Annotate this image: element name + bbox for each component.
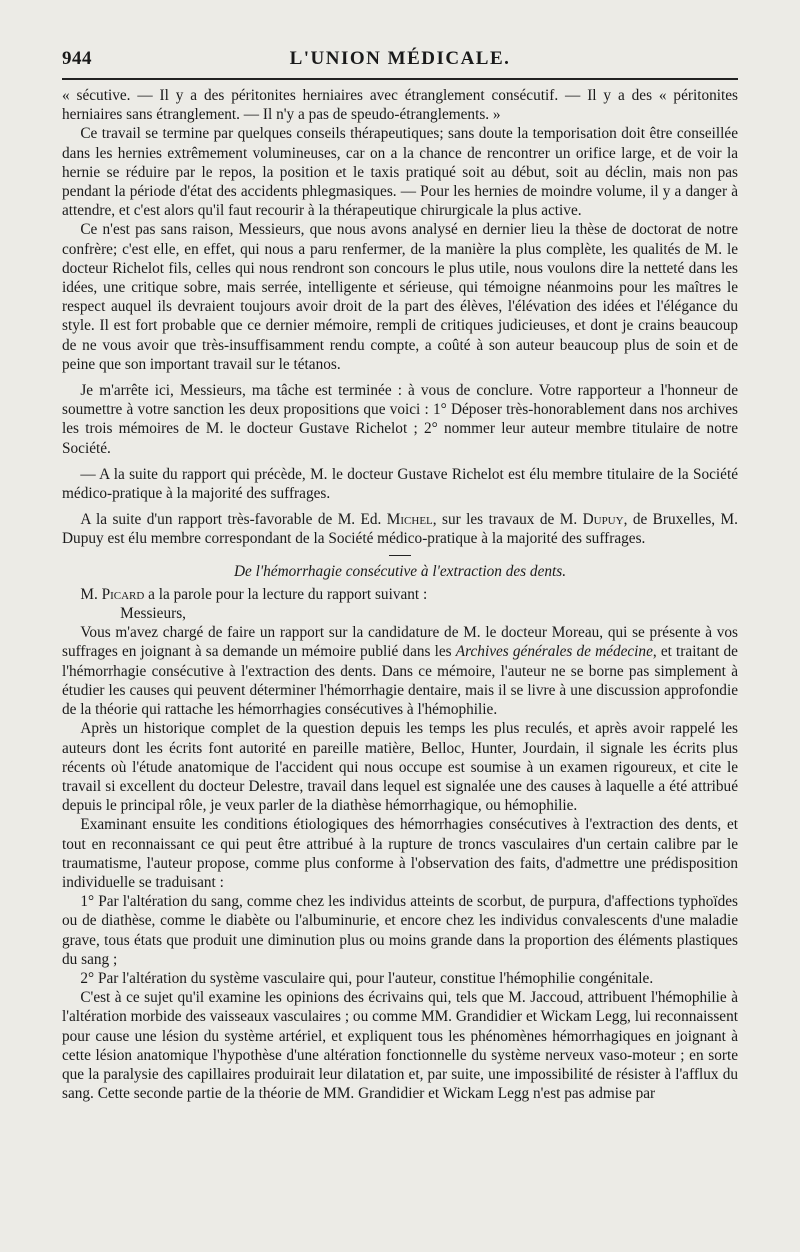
paragraph-cause-vascular: 2° Par l'altération du système vasculaire qui, pour l'auteur, constitue l'hémophilie congénitale. [80,969,654,987]
journal-title: Archives générales de médecine [455,643,653,661]
paragraph-opinions: C'est à ce sujet qu'il examine les opinions des écrivains qui, tels que M. Jaccoud, attribuent l'hémophilie à l'altération morbide des vaisseaux vasculaires ; ou comme MM. Grandidier et Wickam Legg, lui reconnaissent pour cause une lésion du système artériel, et expliquent tous les phénomènes hémorrhagiques en joignant à cette lésion anatomique l'hypothèse d'une altération fonctionnelle du système nerveux vaso-moteur ; en sorte que la paralysie des capillaires produirait leur dilatation et, par suite, une impossibilité de résister à l'afflux du sang. Cette seconde partie de la théorie de MM. Grandidier et Wickam Legg n'est pas admise par [62,989,738,1103]
paragraph-conclusion: Je m'arrête ici, Messieurs, ma tâche est terminée : à vous de conclure. Votre rapporteur a l'honneur de soumettre à votre sanction les deux propositions que voici : 1° Déposer très-honorablement dans nos archives les trois mémoires de M. le docteur Gustave Richelot ; 2° nommer leur auteur membre titulaire de notre Société. [62,382,738,457]
paragraph-thesis: Ce n'est pas sans raison, Messieurs, que nous avons analysé en dernier lieu la thèse de doctorat de notre confrère; c'est elle, en effet, qui nous a paru renfermer, de la manière la plus complète, les qualités de M. le docteur Richelot fils, celles qui nous rendront son concours le plus utile, nous voulons dire la netteté dans les idées, une critique sobre, mais serrée, intelligente et sérieuse, qui témoigne néanmoins pour les maîtres le respect auquel ils devraient toujours avoir droit de la part des élèves, l'élévation des idées et l'élégance du style. Il est fort probable que ce dernier mémoire, rempli de critiques judicieuses, et dont je crains beaucoup de ne vous avoir que très-insuffisamment rendu compte, a coûté à son auteur beaucoup plus de soin et de peine que son important travail sur le tétanos. [62,221,738,373]
paragraph-quote-end: « sécutive. — Il y a des péritonites herniaires avec étranglement consécutif. — Il y a des « péritonites herniaires sans étranglement. — Il n'y a pas de speudo-étranglements. » [62,87,738,124]
article-body [62,86,738,1103]
section-divider [389,555,411,556]
text: , et traitant de l'hémorrhagie consécutive à l'extraction des dents. Dans ce mémoire, l'auteur ne se borne pas simplement à étudier les causes qui peuvent déterminer l'hémorrhagie dentaire, mais il se livre à une discussion approfondie de la théorie qui rattache les hémorrhagies consécutives à l'hémophilie. [62,643,738,719]
page-number: 944 [62,48,92,69]
section-title: De l'hémorrhagie consécutive à l'extraction des dents. [233,562,567,580]
header-rule [62,78,738,80]
salutation: Messieurs, [120,605,186,623]
text: A la suite d'un rapport très-favorable de M. Ed. [80,511,387,529]
text: , de Bruxelles, M. Dupuy est élu membre correspondant de la Société médico-pratique à la majorité des suffrages. [62,511,738,548]
paragraph-election-dupuy [62,510,738,548]
page-header [62,40,738,76]
paragraph-cause-blood: 1° Par l'altération du sang, comme chez les individus atteints de scorbut, de purpura, d'affections typhoïdes ou de diathèse, comme le diabète ou l'albuminurie, et encore chez les individus convalescents d'une maladie grave, tous états que produit une diminution plus ou moins grande dans la proportion des éléments plastiques du sang ; [62,893,738,968]
text: M. [80,585,102,603]
paragraph-etiology: Examinant ensuite les conditions étiologiques des hémorrhagies consécutives à l'extraction des dents, et tout en reconnaissant ce qui peut être attribué à la rupture de troncs vasculaires d'un certain calibre par le traumatisme, l'auteur propose, comme plus conforme à l'observation des faits, d'admettre une prédisposition individuelle se traduisant : [62,816,738,891]
paragraph-history: Après un historique complet de la question depuis les temps les plus reculés, et après avoir rappelé les auteurs dont les écrits font autorité en pareille matière, Belloc, Hunter, Jourdain, il signale les écrits plus récents où l'étude anatomique de l'accident qui nous occupe est soumise à un examen rigoureux, et cite le travail si excellent du docteur Delestre, travail dans lequel est signalée une des causes à laquelle a été attribué depuis le principal rôle, je veux parler de la diathèse hémorrhagique, ou hémophilie. [62,720,738,815]
paragraph-therapeutics: Ce travail se termine par quelques conseils thérapeutiques; sans doute la temporisation doit être conseillée dans les hernies extrêmement volumineuses, car on a la chance de rencontrer un orifice large, et de voir la hernie se réduire par le repos, la position et le taxis pratiqué soit au début, soit au déclin, mais non pas pendant la période d'état des accidents phlegmasiques. — Pour les hernies de moindre volume, il y a danger à attendre, et c'est alors qu'il faut recourir à la thérapeutique chirurgicale la plus active. [62,125,738,220]
running-title: L'UNION MÉDICALE. [289,48,511,69]
paragraph-election-richelot: — A la suite du rapport qui précède, M. le docteur Gustave Richelot est élu membre titulaire de la Société médico-pratique à la majorité des suffrages. [62,465,738,503]
person-name: Michel [386,511,433,529]
paragraph-picard [62,585,738,604]
text: a la parole pour la lecture du rapport suivant : [144,585,428,603]
text: Vous m'avez chargé de faire un rapport sur la candidature de M. le docteur Moreau, qui se présente à vos suffrages en joignant à sa demande un mémoire publié dans les [62,624,738,661]
text: , sur les travaux de M. [432,511,583,529]
person-name: Picard [101,585,145,603]
paragraph-report-intro [62,623,738,719]
person-name: Dupuy [582,511,624,529]
